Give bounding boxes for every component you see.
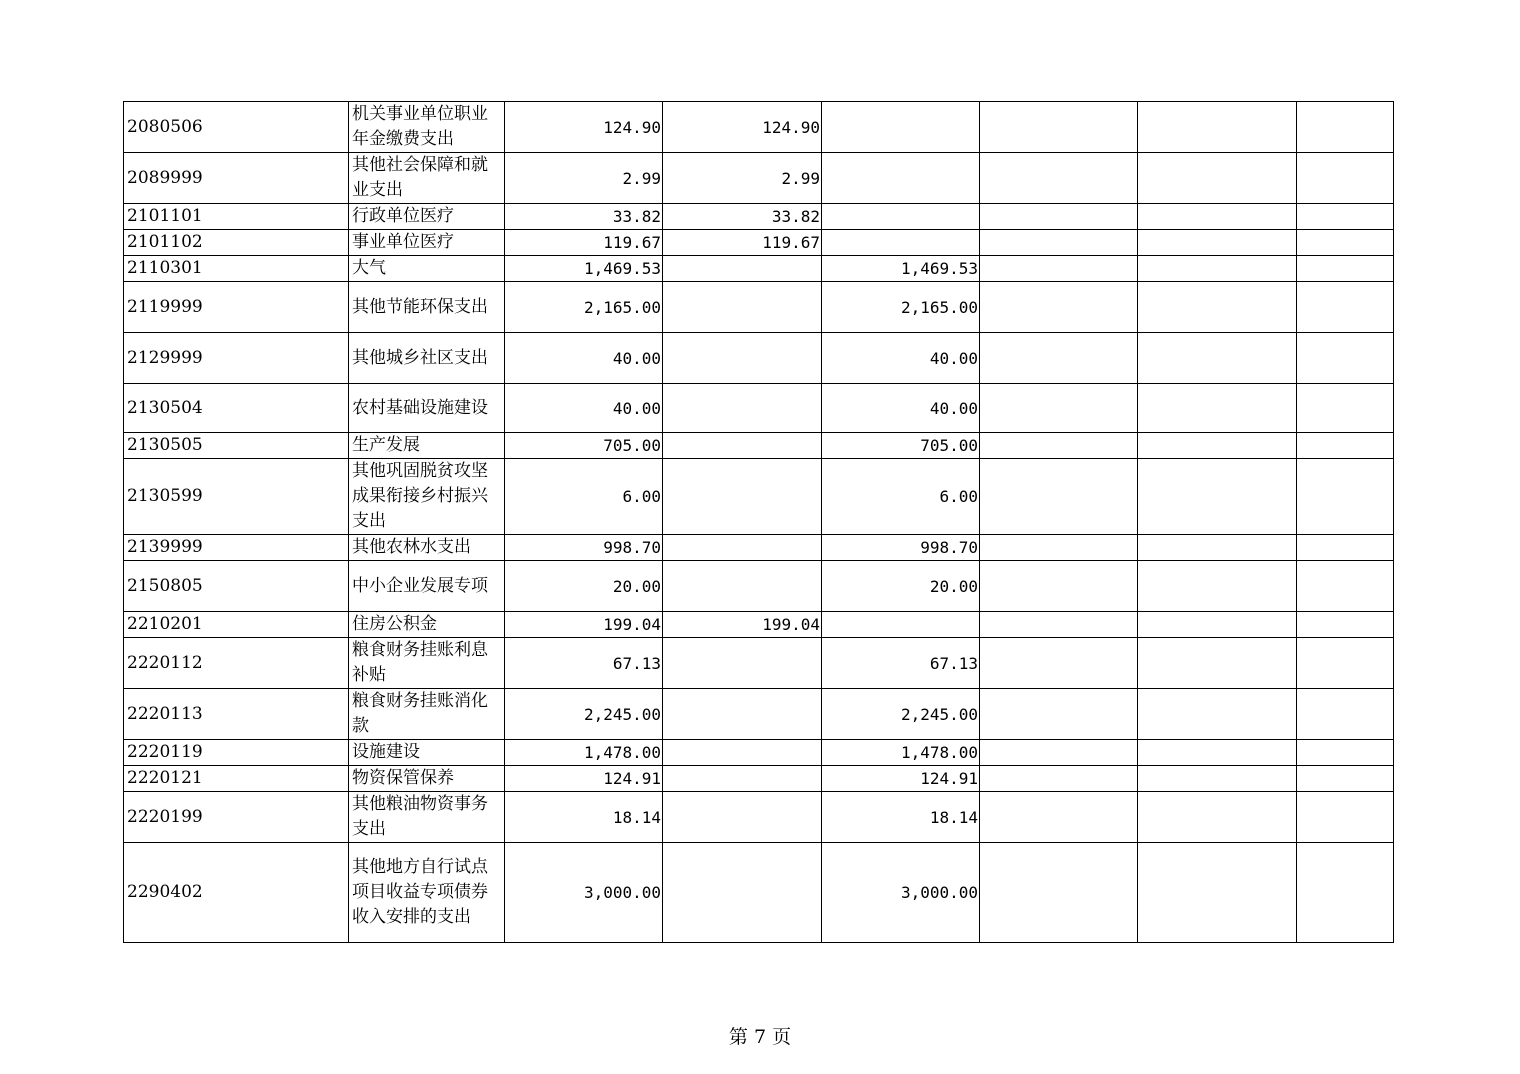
empty-cell (980, 102, 1138, 153)
table-row (124, 792, 1394, 843)
basic-expenditure-cell: 119.67 (663, 230, 822, 256)
empty-cell (1138, 638, 1297, 689)
project-expenditure-cell (822, 153, 980, 204)
empty-cell (980, 740, 1138, 766)
basic-expenditure-cell: 199.04 (663, 612, 822, 638)
project-expenditure-cell: 2,245.00 (822, 689, 980, 740)
empty-cell (1138, 256, 1297, 282)
total-amount-cell: 3,000.00 (505, 843, 663, 943)
account-name-cell: 设施建设 (349, 740, 505, 766)
project-expenditure-cell (822, 612, 980, 638)
account-name-cell: 其他节能环保支出 (349, 282, 505, 333)
empty-cell (1297, 153, 1394, 204)
basic-expenditure-cell (663, 689, 822, 740)
project-expenditure-cell: 67.13 (822, 638, 980, 689)
account-code-cell: 2150805 (124, 561, 349, 612)
project-expenditure-cell: 40.00 (822, 333, 980, 384)
basic-expenditure-cell (663, 843, 822, 943)
empty-cell (1138, 433, 1297, 459)
page-number: 第 7 页 (728, 1026, 792, 1048)
basic-expenditure-cell: 2.99 (663, 153, 822, 204)
empty-cell (1297, 689, 1394, 740)
account-code-cell: 2139999 (124, 535, 349, 561)
empty-cell (1138, 792, 1297, 843)
basic-expenditure-cell (663, 561, 822, 612)
empty-cell (980, 153, 1138, 204)
table-row (124, 638, 1394, 689)
total-amount-cell: 705.00 (505, 433, 663, 459)
account-name-cell: 其他巩固脱贫攻坚成果衔接乡村振兴支出 (349, 459, 505, 535)
table-row (124, 230, 1394, 256)
table-row (124, 384, 1394, 433)
account-code-cell: 2110301 (124, 256, 349, 282)
table-row (124, 561, 1394, 612)
total-amount-cell: 20.00 (505, 561, 663, 612)
table-row (124, 766, 1394, 792)
empty-cell (980, 561, 1138, 612)
table-row (124, 689, 1394, 740)
basic-expenditure-cell (663, 638, 822, 689)
empty-cell (1297, 256, 1394, 282)
basic-expenditure-cell: 124.90 (663, 102, 822, 153)
basic-expenditure-cell (663, 282, 822, 333)
account-name-cell: 粮食财务挂账利息补贴 (349, 638, 505, 689)
empty-cell (1138, 535, 1297, 561)
account-code-cell: 2130504 (124, 384, 349, 433)
empty-cell (1297, 384, 1394, 433)
account-code-cell: 2080506 (124, 102, 349, 153)
project-expenditure-cell: 18.14 (822, 792, 980, 843)
empty-cell (980, 535, 1138, 561)
project-expenditure-cell: 1,469.53 (822, 256, 980, 282)
empty-cell (1138, 766, 1297, 792)
project-expenditure-cell: 3,000.00 (822, 843, 980, 943)
empty-cell (1138, 689, 1297, 740)
project-expenditure-cell: 705.00 (822, 433, 980, 459)
empty-cell (980, 843, 1138, 943)
account-code-cell: 2220112 (124, 638, 349, 689)
empty-cell (1297, 792, 1394, 843)
account-code-cell: 2130505 (124, 433, 349, 459)
account-name-cell: 住房公积金 (349, 612, 505, 638)
basic-expenditure-cell (663, 384, 822, 433)
total-amount-cell: 199.04 (505, 612, 663, 638)
basic-expenditure-cell (663, 333, 822, 384)
basic-expenditure-cell (663, 740, 822, 766)
account-code-cell: 2210201 (124, 612, 349, 638)
total-amount-cell: 33.82 (505, 204, 663, 230)
empty-cell (1138, 384, 1297, 433)
empty-cell (1138, 230, 1297, 256)
empty-cell (1297, 230, 1394, 256)
empty-cell (1297, 102, 1394, 153)
empty-cell (1297, 535, 1394, 561)
empty-cell (1297, 561, 1394, 612)
account-name-cell: 机关事业单位职业年金缴费支出 (349, 102, 505, 153)
account-name-cell: 其他地方自行试点项目收益专项债券收入安排的支出 (349, 843, 505, 943)
empty-cell (1138, 561, 1297, 612)
total-amount-cell: 40.00 (505, 333, 663, 384)
basic-expenditure-cell (663, 792, 822, 843)
project-expenditure-cell: 2,165.00 (822, 282, 980, 333)
empty-cell (1297, 612, 1394, 638)
empty-cell (1138, 204, 1297, 230)
table-row (124, 204, 1394, 230)
empty-cell (980, 689, 1138, 740)
account-name-cell: 中小企业发展专项 (349, 561, 505, 612)
basic-expenditure-cell (663, 535, 822, 561)
table-row (124, 256, 1394, 282)
account-code-cell: 2119999 (124, 282, 349, 333)
empty-cell (980, 459, 1138, 535)
account-name-cell: 其他社会保障和就业支出 (349, 153, 505, 204)
project-expenditure-cell: 40.00 (822, 384, 980, 433)
empty-cell (1138, 740, 1297, 766)
empty-cell (980, 792, 1138, 843)
empty-cell (980, 612, 1138, 638)
empty-cell (980, 433, 1138, 459)
empty-cell (980, 766, 1138, 792)
total-amount-cell: 1,469.53 (505, 256, 663, 282)
empty-cell (1297, 282, 1394, 333)
empty-cell (980, 230, 1138, 256)
empty-cell (980, 384, 1138, 433)
total-amount-cell: 1,478.00 (505, 740, 663, 766)
empty-cell (1138, 459, 1297, 535)
project-expenditure-cell: 124.91 (822, 766, 980, 792)
account-name-cell: 行政单位医疗 (349, 204, 505, 230)
account-name-cell: 大气 (349, 256, 505, 282)
account-code-cell: 2089999 (124, 153, 349, 204)
empty-cell (1297, 740, 1394, 766)
account-code-cell: 2220113 (124, 689, 349, 740)
total-amount-cell: 124.90 (505, 102, 663, 153)
table-row (124, 740, 1394, 766)
total-amount-cell: 2,165.00 (505, 282, 663, 333)
total-amount-cell: 2.99 (505, 153, 663, 204)
project-expenditure-cell (822, 204, 980, 230)
empty-cell (1297, 333, 1394, 384)
empty-cell (1297, 459, 1394, 535)
account-code-cell: 2129999 (124, 333, 349, 384)
account-code-cell: 2101102 (124, 230, 349, 256)
account-name-cell: 物资保管保养 (349, 766, 505, 792)
empty-cell (1138, 102, 1297, 153)
empty-cell (1138, 612, 1297, 638)
total-amount-cell: 18.14 (505, 792, 663, 843)
account-code-cell: 2220121 (124, 766, 349, 792)
table-row (124, 153, 1394, 204)
total-amount-cell: 67.13 (505, 638, 663, 689)
account-code-cell: 2101101 (124, 204, 349, 230)
empty-cell (1297, 433, 1394, 459)
empty-cell (980, 256, 1138, 282)
account-code-cell: 2290402 (124, 843, 349, 943)
empty-cell (1297, 638, 1394, 689)
table-row (124, 102, 1394, 153)
empty-cell (980, 282, 1138, 333)
basic-expenditure-cell (663, 256, 822, 282)
table-row (124, 843, 1394, 943)
basic-expenditure-cell (663, 766, 822, 792)
total-amount-cell: 2,245.00 (505, 689, 663, 740)
table-row (124, 612, 1394, 638)
total-amount-cell: 40.00 (505, 384, 663, 433)
empty-cell (980, 638, 1138, 689)
empty-cell (1138, 282, 1297, 333)
empty-cell (980, 204, 1138, 230)
table-row (124, 459, 1394, 535)
project-expenditure-cell (822, 230, 980, 256)
empty-cell (1138, 333, 1297, 384)
project-expenditure-cell (822, 102, 980, 153)
account-name-cell: 其他农林水支出 (349, 535, 505, 561)
empty-cell (980, 333, 1138, 384)
total-amount-cell: 124.91 (505, 766, 663, 792)
total-amount-cell: 119.67 (505, 230, 663, 256)
basic-expenditure-cell (663, 433, 822, 459)
account-name-cell: 生产发展 (349, 433, 505, 459)
empty-cell (1138, 843, 1297, 943)
table-row (124, 433, 1394, 459)
project-expenditure-cell: 6.00 (822, 459, 980, 535)
empty-cell (1297, 204, 1394, 230)
account-name-cell: 粮食财务挂账消化款 (349, 689, 505, 740)
account-name-cell: 其他粮油物资事务支出 (349, 792, 505, 843)
total-amount-cell: 998.70 (505, 535, 663, 561)
empty-cell (1297, 766, 1394, 792)
empty-cell (1297, 843, 1394, 943)
basic-expenditure-cell: 33.82 (663, 204, 822, 230)
table-row (124, 333, 1394, 384)
account-code-cell: 2220119 (124, 740, 349, 766)
project-expenditure-cell: 998.70 (822, 535, 980, 561)
total-amount-cell: 6.00 (505, 459, 663, 535)
account-name-cell: 事业单位医疗 (349, 230, 505, 256)
account-name-cell: 其他城乡社区支出 (349, 333, 505, 384)
account-name-cell: 农村基础设施建设 (349, 384, 505, 433)
empty-cell (1138, 153, 1297, 204)
account-code-cell: 2220199 (124, 792, 349, 843)
table-row (124, 535, 1394, 561)
basic-expenditure-cell (663, 459, 822, 535)
budget-table (123, 101, 1394, 943)
table-row (124, 282, 1394, 333)
project-expenditure-cell: 1,478.00 (822, 740, 980, 766)
project-expenditure-cell: 20.00 (822, 561, 980, 612)
account-code-cell: 2130599 (124, 459, 349, 535)
